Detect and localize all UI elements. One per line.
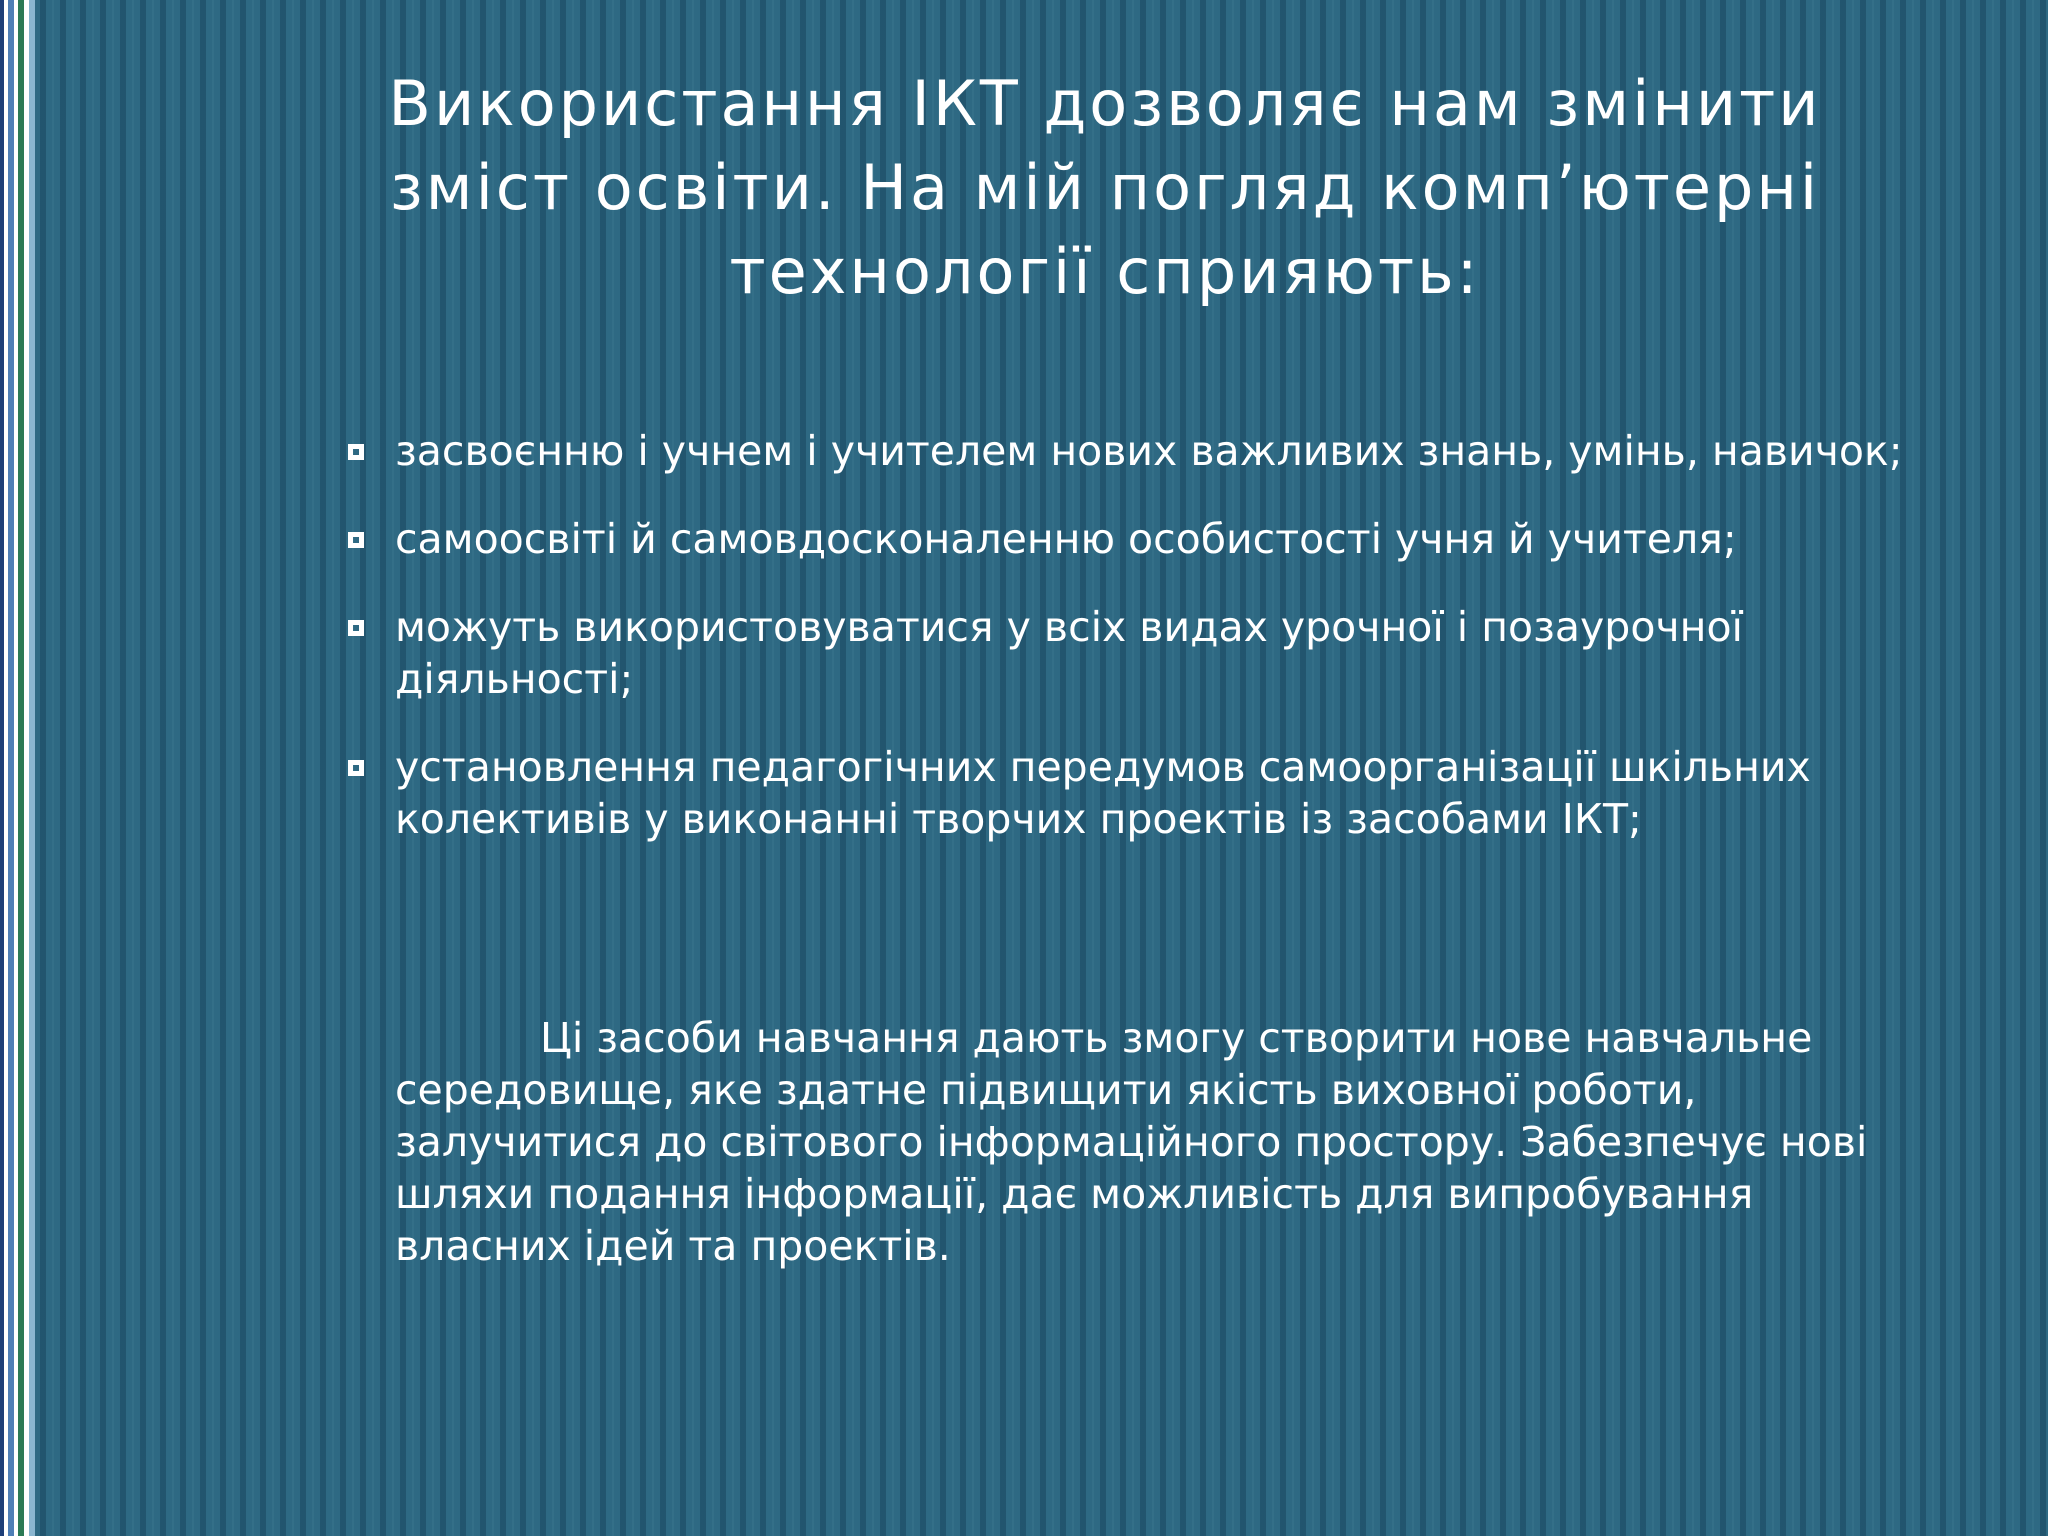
slide-title: Використання ІКТ дозволяє нам змінити зміст освіти. На мій погляд комп’ютерні технології сприяють: <box>388 67 1822 308</box>
hollow-square-icon <box>348 532 364 548</box>
bullet-item <box>345 601 1905 705</box>
left-edge-stripes <box>0 0 44 1536</box>
bullet-text: засвоєнню і учнем і учителем нових важливих знань, умінь, навичок; <box>395 427 1903 475</box>
bullet-text: самоосвіті й самовдосконаленню особистості учня й учителя; <box>395 515 1737 563</box>
bullet-list <box>345 425 1905 881</box>
hollow-square-icon <box>348 444 364 460</box>
hollow-square-icon <box>348 760 364 776</box>
bullet-text: можуть використовуватися у всіх видах урочної і позаурочної діяльності; <box>395 603 1743 703</box>
bullet-item <box>345 741 1905 845</box>
bullet-text: установлення педагогічних передумов самоорганізації шкільних колективів у виконанні творчих проектів із засобами ІКТ; <box>395 743 1811 843</box>
bullet-item <box>345 425 1905 477</box>
bullet-item <box>345 513 1905 565</box>
edge-stripe <box>29 0 35 1536</box>
hollow-square-icon <box>348 620 364 636</box>
summary-paragraph: Ці засоби навчання дають змогу створити нове навчальне середовище, яке здатне підвищити якість виховної роботи, залучитися до світового інформаційного простору. Забезпечує нові шляхи подання інформації, дає можливість для випробування власних ідей та проектів. <box>395 1014 1868 1270</box>
